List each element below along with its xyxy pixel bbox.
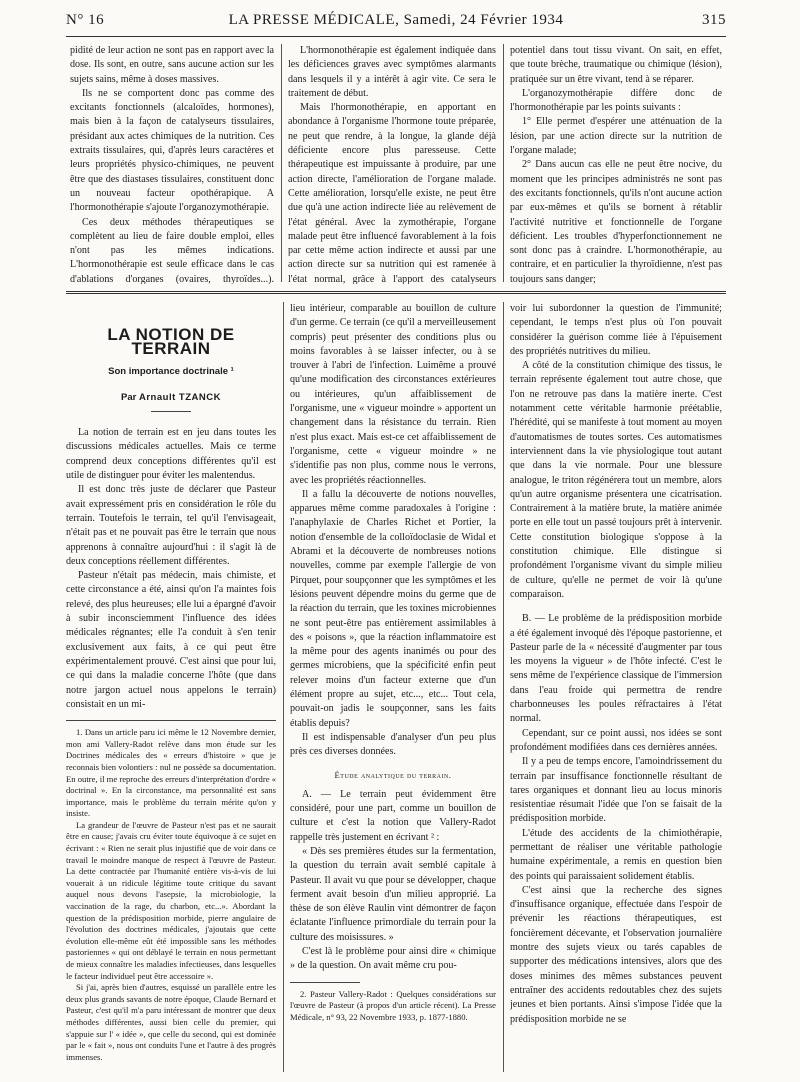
paragraph: Il est indispensable d'analyser d'un peu plus près ces diverses données. [290,731,496,758]
paragraph: Cependant, sur ce point aussi, nos idées se sont profondément modifiées dans ces dernières années. [510,727,722,753]
paragraph: Ces deux méthodes thérapeutiques se complètent au lieu de faire double emploi, elles n'ont pas les mêmes indications. L'hormonothérapie est seule efficace dans le cas d'ablations d'organes (ovaires, thyroïdes...). [70,216,274,284]
paragraph: 2° Dans aucun cas elle ne peut être nocive, du moment que les principes administrés ne sont pas des excitants fonctionnels, qu'ils n'ont aucune action par eux-mêmes et qu'ils se bornent à rétablir l'activité nutritive et fonctionnelle de l'organe déficient. Les troubles d'hyperfonctionnement ne sont donc pas à craindre. L'hormonothérapie, au contraire, et en particulier la thyroïdienne, n'est pas toujours sans danger; [510,159,722,284]
footnote-rule [290,982,360,983]
column-divider [503,302,504,1072]
title-rule [151,411,191,412]
paragraph: La notion de terrain est en jeu dans toutes les discussions médicales actuelles. Mais ce terme comprend deux conceptions différentes qu'il est utile de distinguer pour éviter les malentendus. [66,427,276,482]
paragraph: Il a fallu la découverte de notions nouvelles, apparues même comme paradoxales à l'origine : l'anaphylaxie de Charles Richet et Portier, la notion d'ensemble de la colloïdoclasie de Widal et Abrami et la découverte de nombreuses notions nouvelles, comme par exemple l'allergie de von Pirquet, pour soupçonner que les symptômes et les lésions peuvent dépendre moins du germe que de la réaction du terrain, que les toxines microbiennes ne sont peut-être pas entièrement assimilables à des « poisons », que la réaction inflammatoire est la même pour des agents inanimés ou pour des germes microbiens, que la spécificité enfin peut relever moins d'un facteur externe que d'un élément propre au sujet, etc..., etc... Tout cela, pouvait-on jadis le soupçonner, sans les faits établis depuis? [290,488,496,729]
paragraph: L'organozymothérapie diffère donc de l'hormonothérapie par les points suivants : [510,87,722,114]
issue-number: N° 16 [66,12,105,28]
paragraph: A. — Le terrain peut évidemment être considéré, pour une part, comme un bouillon de culture et c'est la notion que Vallery-Radot rappelle très justement en écrivant ² : [290,788,496,843]
article-title: LA NOTION DE TERRAIN [107,325,235,359]
footnote-paragraph: La grandeur de l'œuvre de Pasteur n'est pas et ne saurait être en cause; j'avais cru éviter toute équivoque à ce sujet en écrivant : « Rien ne serait plus injustifié que de voir dans ce travail le moindre manque de respect à l'œuvre de Pasteur. La dette contractée par l'humanité entière vis-à-vis de lui vouerait à un ridicule légitime toute critique du savant auquel nous devons l'asepsie, la microbiologie, la vaccination de la rage, du charbon, etc...». Abordant la question de la prédisposition morbide, pierre angulaire de l'évolution des doctrines médicales, j'ajoutais que cette évolution elle-même eût été impossible sans les méthodes pastoriennes « qui ont déblayé le terrain en nous permettant de mieux connaître les maladies infectieuses, dans lesquelles le facteur individuel peut être accessoire ». [66,819,276,981]
paragraph: Il est donc très juste de déclarer que Pasteur avait expressément pris en considération le rôle du terrain. Toutefois le terrain, tel qu'il l'envisageait, n'était pas et ne pouvait pas être le terrain que nous apprenons à connaître aujourd'hui : il s'agit là de deux conceptions réellement différentes. [66,484,276,567]
top-column-3 [510,44,722,284]
article-column-1 [66,302,276,1072]
paragraph: Pasteur n'était pas médecin, mais chimiste, et cette circonstance a été, ainsi qu'on l'a maintes fois relevé, des plus heureuses; elle lui a épargné d'avoir à subir inconsciemment l'influence des idées médicales régnantes; elle l'a conduit à s'en tenir exclusivement aux faits, à ce qui peut être expérimentalement prouvé. C'est ainsi que pour lui, ce qui dans la maladie concerne l'hôte (que dans notre jargon actuel nous appelons le terrain) consistait en un mi- [66,570,276,710]
paragraph: Il y a peu de temps encore, l'amoindrissement du terrain par insuffisance fonctionnelle résultant de tares organiques et donnant lieu au locus minoris resistentiae résumait l'idée que l'on se faisait de la prédisposition morbide. [510,756,722,825]
column-divider [283,302,284,1072]
page-number: 315 [702,12,726,28]
footnote-rule [66,720,276,721]
paragraph: pidité de leur action ne sont pas en rapport avec la dose. Ils sont, en outre, sans aucune action sur les sujets sains, même à doses massives. [70,45,274,85]
article-column-3 [510,302,722,1072]
footnote-2 [290,989,496,1024]
paragraph: B. — Le problème de la prédisposition morbide a été également invoqué dès l'époque pastorienne, et Pasteur parle de la « nécessité d'augmenter par tous les moyens la vigueur » de l'hôte infecté. C'est le sens même de l'expérience classique de l'immersion dans l'eau froide qui permettra de rendre charbonneuses les poules réfractaires à l'état normal. [510,613,722,725]
paragraph: L'hormonothérapie est également indiquée dans les déficiences graves avec symptômes alarmants dans lesquels il y a intérêt à agir vite. Ce sera le traitement de début. [288,45,496,99]
paragraph: « Dès ses premières études sur la fermentation, la question du terrain avait semblé capitale à Pasteur. Il avait vu que pour se développer, chaque ferment avait besoin d'un milieu approprié. La thèse de son élève Raulin vint démontrer de façon éclatante l'influence primordiale du terrain pour la culture des moisissures. » [290,845,496,943]
paragraph: potentiel dans tout tissu vivant. On sait, en effet, que toute brèche, traumatique ou chimique (lésion), pratiquée sur un être vivant, tend à se réparer. [510,45,722,85]
running-header [66,12,726,34]
column-divider [281,44,282,282]
paragraph: C'est ainsi que la recherche des signes d'insuffisance organique, effectuée dans l'espoir de prévenir les réactions thérapeutiques, est foncièrement décevante, et l'observation journalière montre des sujets vieux ou tarés capables de supporter des médications intensives, alors que des doses minimes des mêmes substances peuvent entraîner des accidents redoutables chez des sujets jeunes et bien portants. Ainsi s'impose l'idée que la prédisposition morbide ne se [510,884,722,1025]
footnote-paragraph: 1. Dans un article paru ici même le 12 Novembre dernier, mon ami Vallery-Radot relève dans mon étude sur les Doctrines médicales des « erreurs d'histoire » que je reconnais bien volontiers : nul ne possède sa documentation. En outre, il me reproche des erreurs d'interprétation d'ordre « doctrinal ». En la circonstance, ma personnalité est sans importance, mais le problème du terrain mérite qu'on y insiste. [66,727,276,819]
byline-prefix: Par [121,391,137,403]
footnote-paragraph: Si j'ai, après bien d'autres, esquissé un parallèle entre les deux plus grands savants de notre époque, Claude Bernard et Pasteur, c'est qu'il m'a paru intéressant de montrer que deux méthodes différentes, aussi bien celle du premier, qui s'appuie sur l' « idée », que celle du second, qui est dominée par le « fait », nous ont conduits l'une et l'autre à des progrès immenses. [66,982,276,1062]
paragraph: lieu intérieur, comparable au bouillon de culture d'un germe. Ce terrain (ce qu'il a merveilleusement compris) peut présenter des conditions plus ou moins favorables à se laisser infecter, ou à se trouver à l'abri de l'infection. Luimême a prouvé qu'une modification des circonstances extérieures ou intérieures, qu'un affaiblissement de l'organisme, une « vigueur moindre » apportent un changement dans la résistance du terrain. Rien n'est plus exact. Mais est-ce cet affaiblissement de l'organisme, cette « vigueur moindre » ne s'identifie pas non plus, comme nous le verrons, avec les propriétés réactionnelles. [290,303,496,486]
column-divider [503,44,504,282]
article-column-2 [290,302,496,1072]
paragraph: Mais l'hormonothérapie, en apportant en abondance à l'organisme l'hormone toute préparée, ne peut que rendre, à la longue, la glande déjà déficiente encore plus paresseuse. Cette thérapeutique est impuissante à produire, par une action directe, l'amélioration de l'organe malade. Cette amélioration, lorsqu'elle existe, ne peut être due qu'à une action indirecte liée au relèvement de l'état général. Avec la zymothérapie, l'organe malade peut être influencé favorablement à la fois par cette même action indirecte et aussi par une action directe sur sa nutrition qui est ramenée à l'état normal, grâce à l'apport des catalyseurs [288,102,496,284]
footnote-paragraph: 2. Pasteur Vallery-Radot : Quelques considérations sur l'œuvre de Pasteur (à propos d'un article récent). La Presse Médicale, n° 93, 22 Novembre 1933, p. 1877-1880. [290,988,496,1022]
journal-title: LA PRESSE MÉDICALE, Samedi, 24 Février 1934 [228,12,564,28]
article-byline [66,391,276,405]
paragraph: 1° Elle permet d'espérer une atténuation de la lésion, par une action directe sur la nutrition de l'organe malade; [510,116,722,157]
section-separator [66,291,726,294]
paragraph: L'étude des accidents de la chimiothérapie, permettant de réaliser une véritable pathologie humaine expérimentale, a remis en question bien des points qui paraissaient solidement établis. [510,827,722,882]
top-column-1 [70,44,274,284]
paragraph: C'est là le problème pour ainsi dire « chimique » de la question. On avait même cru pou- [290,946,496,972]
paragraph: voir lui subordonner la question de l'immunité; cependant, le temps n'est plus où l'on pouvait considérer la guérison comme liée à l'épuisement des propriétés nutritives du milieu. [510,303,722,357]
footnote-1 [66,727,276,1063]
article-subtitle: Son importance doctrinale ¹ [108,365,234,377]
section-heading: Étude analytique du terrain. [334,769,452,780]
header-rule [66,36,726,37]
paragraph: Ils ne se comportent donc pas comme des excitants fonctionnels (alcaloïdes, hormones), mais bien à la façon de catalyseurs tissulaires, présidant aux actes chimiques de la nutrition. Ces extraits tissulaires, qui, d'après leurs caractères et leurs propriétés physico-chimiques, ne peuvent être que des diastases tissulaires, constituent donc un nouveau facteur opothérapique. A l'hormonothérapie s'ajoute l'organozymothérapie. [70,87,274,214]
author-name: Arnault TZANCK [139,391,221,403]
top-column-2 [288,44,496,284]
paragraph: A côté de la constitution chimique des tissus, le terrain représente également tout autre chose, que l'on ne retrouve pas dans la matière inerte. C'est notamment cette véritable harmonie préétablie, l'hérédité, qui se manifeste à tout moment au moyen d'automatismes de toutes sortes. Ces automatismes interviennent dans la vie physiologique tout autant que dans la vie normale. Pour une blessure analogue, le triton régénérera tout un membre, alors qu'un autre organisme présentera une cicatrisation. Contrairement à la matière brute, la matière animée porte en elle tout un passé toujours prêt à intervenir. Cette constitution biologique s'oppose à la constitution chimique. Elle distingue si profondément l'organisme vivant du simple milieu de culture, qu'elle ne permet de voir là qu'une comparaison. [510,360,722,600]
